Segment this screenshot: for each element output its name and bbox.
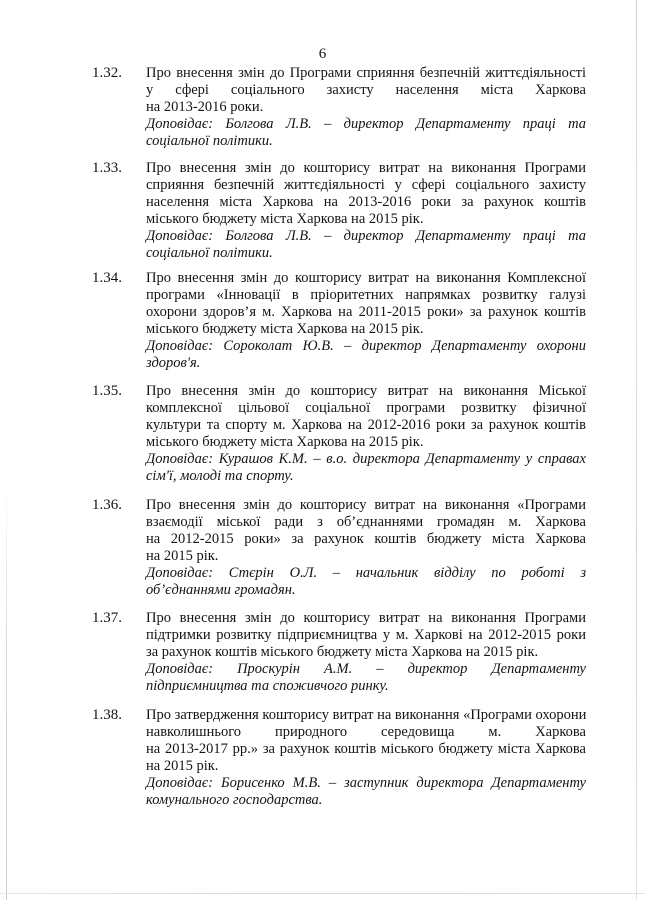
item-text-line: Про внесення змін до кошторису витрат на виконання Міської xyxy=(146,383,586,399)
speaker-line: Доповідає: Сороколат Ю.В. – директор Департаменту охорони xyxy=(146,338,586,354)
item-text-line: міського бюджету міста Харкова на 2015 рік. xyxy=(146,321,424,337)
item-number: 1.35. xyxy=(92,383,122,399)
speaker-line: об’єднаннями громадян. xyxy=(146,582,296,598)
item-body xyxy=(146,383,586,485)
item-text-line: Про внесення змін до кошторису витрат на виконання «Програми xyxy=(146,497,586,513)
item-text-line: за рахунок коштів міського бюджету міста Харкова на 2015 рік. xyxy=(146,644,539,660)
item-text-line: на 2013-2016 роки. xyxy=(146,99,264,115)
item-number: 1.34. xyxy=(92,270,122,286)
item-body xyxy=(146,610,586,695)
item-text-line: на 2015 рік. xyxy=(146,758,219,774)
speaker-line: Доповідає: Болгова Л.В. – директор Департаменту праці та xyxy=(146,116,586,132)
speaker-line: здоров'я. xyxy=(146,355,201,371)
page-number: 6 xyxy=(318,46,327,62)
item-text-line: Про внесення змін до кошторису витрат на виконання Комплексної xyxy=(146,270,586,286)
item-text-line: взаємодії міської ради з об’єднаннями громадян м. Харкова xyxy=(146,514,586,530)
item-text-line: на 2012-2015 роки» за рахунок коштів бюджету міста Харкова xyxy=(146,531,586,547)
item-body xyxy=(146,270,586,372)
item-text-line: комплексної цільової соціальної програми розвитку фізичної xyxy=(146,400,586,416)
speaker-line: комунального господарства. xyxy=(146,792,323,808)
scan-edge-left xyxy=(6,480,7,900)
item-text-line: охорони здоров’я м. Харкова на 2011-2015 роки» за рахунок коштів xyxy=(146,304,586,320)
item-text-line: Про внесення змін до кошторису витрат на виконання Програми xyxy=(146,160,586,176)
speaker-line: Доповідає: Курашов К.М. – в.о. директора Департаменту у справах xyxy=(146,451,586,467)
item-text-line: Про внесення змін до кошторису витрат на виконання Програми xyxy=(146,610,586,626)
item-text-line: культури та спорту м. Харкова на 2012-2016 роки за рахунок коштів xyxy=(146,417,586,433)
item-body xyxy=(146,65,586,150)
item-number: 1.38. xyxy=(92,707,122,723)
item-number: 1.37. xyxy=(92,610,122,626)
speaker-line: Доповідає: Стєрін О.Л. – начальник відділу по роботі з xyxy=(146,565,586,581)
item-number: 1.36. xyxy=(92,497,122,513)
speaker-line: Доповідає: Борисенко М.В. – заступник директора Департаменту xyxy=(146,775,586,791)
item-text-line: у сфері соціального захисту населення міста Харкова xyxy=(146,82,586,98)
item-text-line: Про затвердження кошторису витрат на виконання «Програми охорони xyxy=(146,707,587,723)
scan-edge-bottom xyxy=(0,893,645,894)
item-text-line: сприяння безпечній життєдіяльності у сфері соціального захисту xyxy=(146,177,586,193)
item-text-line: програми «Інновації в пріоритетних напрямках розвитку галузі xyxy=(146,287,586,303)
item-text-line: на 2015 рік. xyxy=(146,548,219,564)
speaker-line: сім'ї, молоді та спорту. xyxy=(146,468,294,484)
item-text-line: населення міста Харкова на 2013-2016 роки за рахунок коштів xyxy=(146,194,586,210)
speaker-line: соціальної політики. xyxy=(146,245,273,261)
item-text-line: підтримки розвитку підприємництва у м. Харкові на 2012-2015 роки xyxy=(146,627,586,643)
speaker-line: Доповідає: Проскурін А.М. – директор Департаменту xyxy=(146,661,586,677)
item-number: 1.33. xyxy=(92,160,122,176)
speaker-line: соціальної політики. xyxy=(146,133,273,149)
item-text-line: міського бюджету міста Харкова на 2015 рік. xyxy=(146,434,424,450)
scan-edge-right xyxy=(636,0,637,900)
item-text-line: міського бюджету міста Харкова на 2015 рік. xyxy=(146,211,424,227)
item-number: 1.32. xyxy=(92,65,122,81)
item-body xyxy=(146,497,586,599)
item-text-line: на 2013-2017 рр.» за рахунок коштів міського бюджету міста Харкова xyxy=(146,741,586,757)
speaker-line: Доповідає: Болгова Л.В. – директор Департаменту праці та xyxy=(146,228,586,244)
item-text-line: навколишнього природного середовища м. Харкова xyxy=(146,724,586,740)
speaker-line: підприємництва та споживчого ринку. xyxy=(146,678,389,694)
item-body xyxy=(146,707,586,809)
item-text-line: Про внесення змін до Програми сприяння безпечній життєдіяльності xyxy=(146,65,586,81)
item-body xyxy=(146,160,586,262)
